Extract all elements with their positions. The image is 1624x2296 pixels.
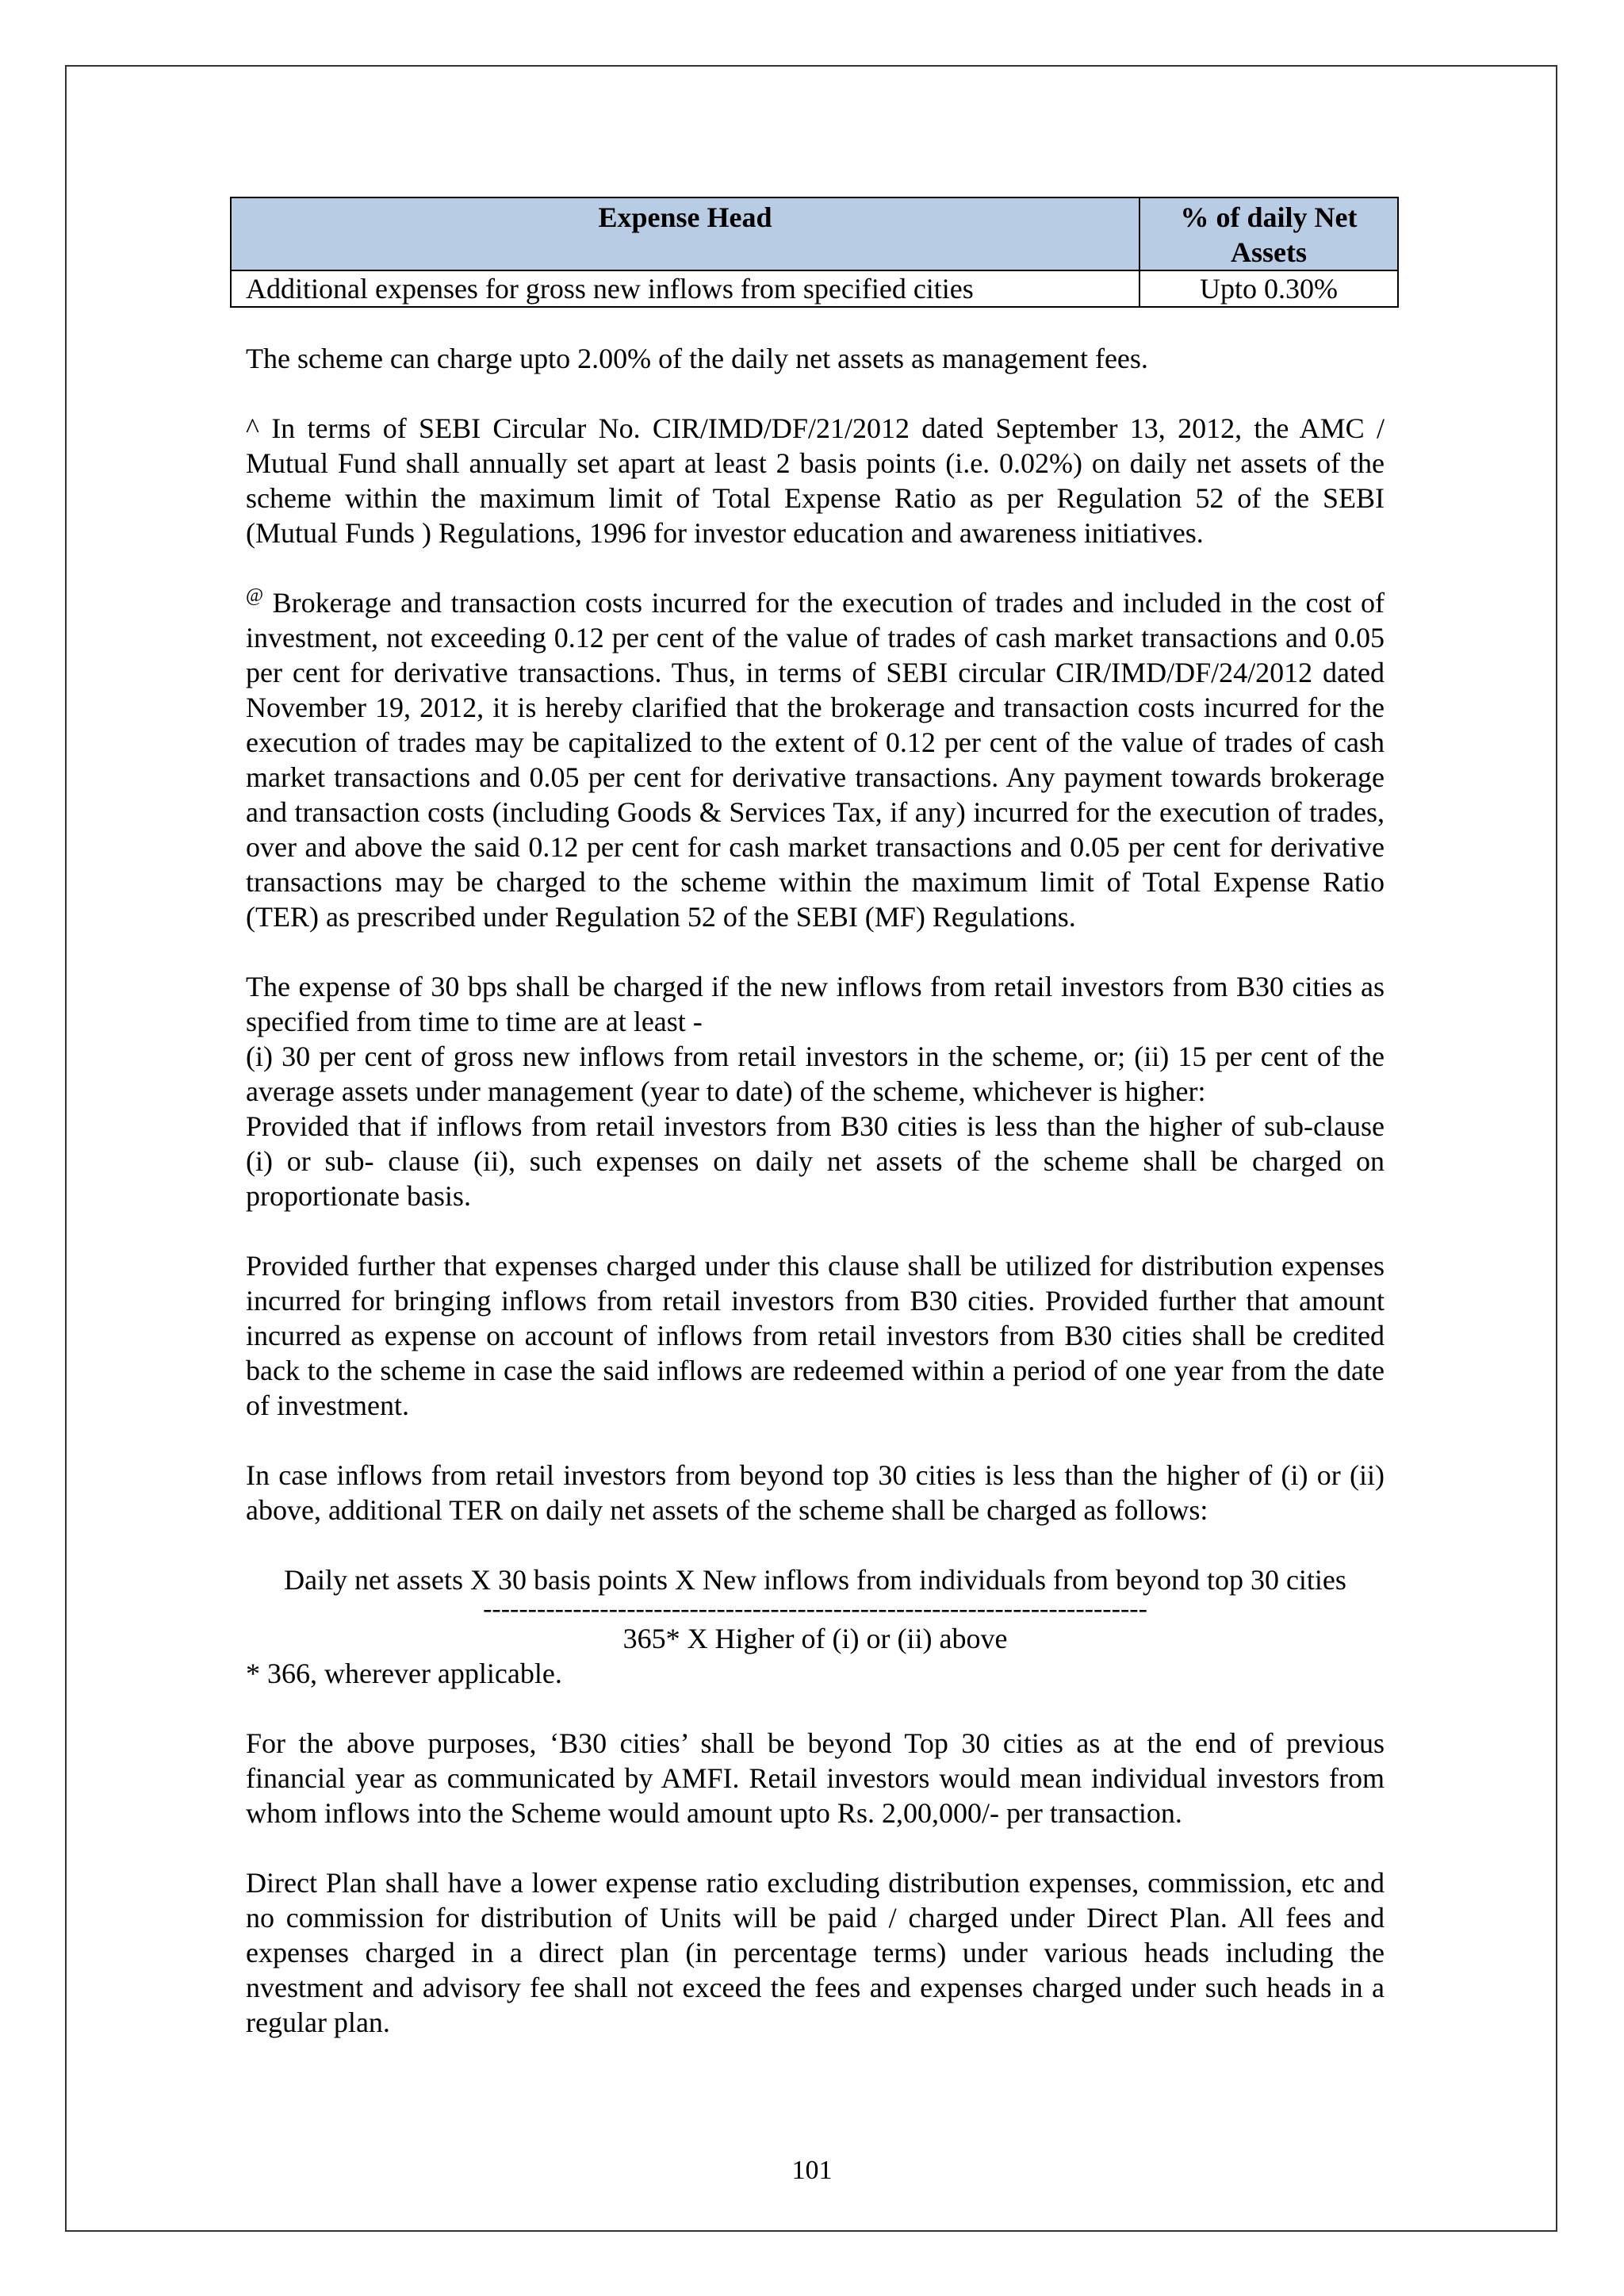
paragraph-b30-expense-intro: The expense of 30 bps shall be charged if the new inflows from retail investors from B30 cities as specified from time to time are at least - — [246, 971, 1385, 1037]
paragraph-additional-ter: In case inflows from retail investors from beyond top 30 cities is less than the higher of (i) or (ii) above, additional TER on daily net assets of the scheme shall be charged as follows: — [246, 1459, 1385, 1526]
paragraph-b30-distribution: Provided further that expenses charged under this clause shall be utilized for distribution expenses incurred for bringing inflows from retail investors from B30 cities. Provided further that amount incurred as expense on account of inflows from retail investors from B30 cities shall be credited back to the scheme in case the said inflows are redeemed within a period of one year from the date of investment. — [246, 1250, 1385, 1421]
at-footnote-marker: @ — [246, 585, 264, 606]
paragraph-direct-plan: Direct Plan shall have a lower expense ratio excluding distribution expenses, commission, etc and no commission for distribution of Units will be paid / charged under Direct Plan. All fees and expenses charged in a direct plan (in percentage terms) under various heads including the nvestment and advisory fee shall not exceed the fees and expenses charged under such heads in a regular plan. — [246, 1867, 1385, 2038]
formula-divider: -------------------------------------------------------------------------- — [483, 1597, 1147, 1621]
table-header-percent-net-assets: % of daily Net Assets — [1139, 197, 1398, 270]
formula-denominator: 365* X Higher of (i) or (ii) above — [622, 1623, 1008, 1654]
paragraph-brokerage — [246, 585, 1385, 934]
document-body — [246, 341, 1385, 2075]
paragraph-b30-definition: For the above purposes, ‘B30 cities’ shall be beyond Top 30 cities as at the end of previous financial year as communicated by AMFI. Retail investors would mean individual investors from whom inflows into the Scheme would amount upto Rs. 2,00,000/- per transaction. — [246, 1727, 1385, 1829]
paragraph-b30-proviso: Provided that if inflows from retail investors from B30 cities is less than the higher of sub-clause (i) or sub- clause (ii), such expenses on daily net assets of the scheme shall be charged on proportionate basis. — [246, 1110, 1385, 1212]
table-cell-expense: Additional expenses for gross new inflows from specified cities — [231, 270, 1139, 307]
formula-numerator: Daily net assets X 30 basis points X New inflows from individuals from beyond top 30 cities — [284, 1564, 1346, 1596]
paragraph-b30-conditions: (i) 30 per cent of gross new inflows from retail investors in the scheme, or; (ii) 15 per cent of the average assets under management (year to date) of the scheme, whichever is higher: — [246, 1041, 1385, 1107]
table-header-row — [231, 197, 1398, 270]
paragraph-brokerage-text: Brokerage and transaction costs incurred for the execution of trades and included in the cost of investment, not exceeding 0.12 per cent of the value of trades of cash market transactions and 0.05 per cent for derivative transactions. Thus, in terms of SEBI circular CIR/IMD/DF/24/2012 dated November 19, 2012, it is hereby clarified that the brokerage and transaction costs incurred for the execution of trades may be capitalized to the extent of 0.12 per cent of the value of trades of cash market transactions and 0.05 per cent for derivative transactions. Any payment towards brokerage and transaction costs (including Goods & Services Tax, if any) incurred for the execution of trades, over and above the said 0.12 per cent for cash market transactions and 0.05 per cent for derivative transactions may be charged to the scheme within the maximum limit of Total Expense Ratio (TER) as prescribed under Regulation 52 of the SEBI (MF) Regulations. — [246, 587, 1385, 933]
expense-table — [230, 197, 1399, 308]
paragraph-investor-education: ^ In terms of SEBI Circular No. CIR/IMD/DF/21/2012 dated September 13, 2012, the AMC / Mutual Fund shall annually set apart at least 2 basis points (i.e. 0.02%) on daily net assets of the scheme within the maximum limit of Total Expense Ratio as per Regulation 52 of the SEBI (Mutual Funds ) Regulations, 1996 for investor education and awareness initiatives. — [246, 412, 1385, 549]
paragraph-management-fees: The scheme can charge upto 2.00% of the daily net assets as management fees. — [246, 343, 1148, 374]
table-row — [231, 270, 1398, 307]
table-cell-percent: Upto 0.30% — [1139, 270, 1398, 307]
ter-formula — [246, 1562, 1385, 1691]
formula-note: * 366, wherever applicable. — [246, 1658, 562, 1689]
page-number: 101 — [791, 2156, 833, 2185]
table-header-expense-head: Expense Head — [231, 197, 1139, 270]
